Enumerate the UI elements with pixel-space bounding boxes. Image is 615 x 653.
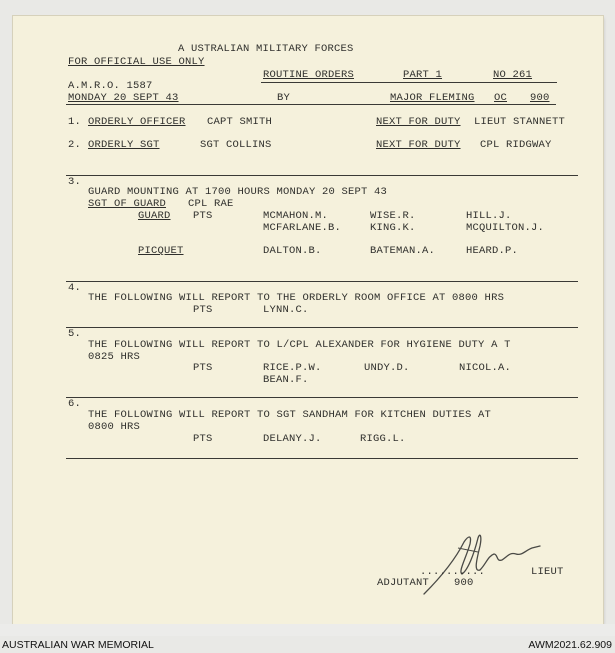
archive-id: AWM2021.62.909 — [528, 639, 612, 651]
amro: A.M.R.O. 1587 — [68, 80, 153, 92]
item6-name: RIGG.L. — [360, 433, 406, 445]
item1-num: 1. — [68, 116, 82, 128]
item4-pts: PTS — [193, 304, 213, 316]
rule-5 — [66, 327, 578, 328]
item6-pts: PTS — [193, 433, 213, 445]
guard-mounting-line: GUARD MOUNTING AT 1700 HOURS MONDAY 20 SEPT 43 — [88, 186, 388, 198]
major-name: MAJOR FLEMING — [390, 92, 475, 104]
item3-num: 3. — [68, 176, 82, 188]
orderly-sgt-label: ORDERLY SGT — [88, 139, 160, 151]
next-duty-label-1: NEXT FOR DUTY — [376, 116, 461, 128]
item4-num: 4. — [68, 282, 82, 294]
guard-name: WISE.R. — [370, 210, 416, 222]
unit-number: 900 — [530, 92, 550, 104]
archive-footer — [0, 636, 615, 653]
guard-pts: PTS — [193, 210, 213, 222]
rule-4 — [66, 281, 578, 282]
item6-num: 6. — [68, 398, 82, 410]
item5-name: NICOL.A. — [459, 362, 512, 374]
item4-name: LYNN.C. — [263, 304, 309, 316]
item4-line: THE FOLLOWING WILL REPORT TO THE ORDERLY ROOM OFFICE AT 0800 HRS — [88, 292, 505, 304]
orderly-sgt-name: SGT COLLINS — [200, 139, 272, 151]
item6-line2: 0800 HRS — [88, 421, 141, 433]
item5-line2: 0825 HRS — [88, 351, 141, 363]
item6-line1: THE FOLLOWING WILL REPORT TO SGT SANDHAM FOR KITCHEN DUTIES AT — [88, 409, 492, 421]
guard-name: MCQUILTON.J. — [466, 222, 545, 234]
next-duty-name-1: LIEUT STANNETT — [474, 116, 566, 128]
signature-dots: .......... — [420, 566, 486, 578]
item5-name: RICE.P.W. — [263, 362, 322, 374]
part-number: PART 1 — [403, 69, 443, 81]
rule-end — [66, 458, 578, 459]
rule-6 — [66, 397, 578, 398]
picquet-label: PICQUET — [138, 245, 184, 257]
guard-name: MCFARLANE.B. — [263, 222, 342, 234]
footer-spacer — [0, 624, 615, 636]
oc-label: OC — [494, 92, 508, 104]
guard-name: MCMAHON.M. — [263, 210, 329, 222]
by-label: BY — [277, 92, 291, 104]
next-duty-name-2: CPL RIDGWAY — [480, 139, 552, 151]
item2-num: 2. — [68, 139, 82, 151]
signoff-rank: LIEUT — [531, 566, 564, 578]
item5-name: UNDY.D. — [364, 362, 410, 374]
guard-label: GUARD — [138, 210, 171, 222]
picquet-name: DALTON.B. — [263, 245, 322, 257]
routine-orders: ROUTINE ORDERS — [263, 69, 355, 81]
signoff-unit: 900 — [454, 577, 474, 589]
org-title: A USTRALIAN MILITARY FORCES — [178, 43, 354, 55]
rule-3 — [66, 175, 578, 176]
signoff-role: ADJUTANT — [377, 577, 430, 589]
next-duty-label-2: NEXT FOR DUTY — [376, 139, 461, 151]
item5-line1: THE FOLLOWING WILL REPORT TO L/CPL ALEXANDER FOR HYGIENE DUTY A T — [88, 339, 511, 351]
order-date: MONDAY 20 SEPT 43 — [68, 92, 179, 104]
header-rule — [261, 82, 557, 83]
item6-name: DELANY.J. — [263, 433, 322, 445]
item5-num: 5. — [68, 328, 82, 340]
sgt-of-guard-name: CPL RAE — [188, 198, 234, 210]
picquet-name: HEARD.P. — [466, 245, 519, 257]
order-number: NO 261 — [493, 69, 533, 81]
date-rule — [66, 104, 556, 105]
item5-pts: PTS — [193, 362, 213, 374]
guard-name: KING.K. — [370, 222, 416, 234]
signature-mark — [418, 528, 548, 598]
orderly-officer-name: CAPT SMITH — [207, 116, 273, 128]
item5-name: BEAN.F. — [263, 374, 309, 386]
sgt-of-guard-label: SGT OF GUARD — [88, 198, 167, 210]
guard-name: HILL.J. — [466, 210, 512, 222]
picquet-name: BATEMAN.A. — [370, 245, 436, 257]
orderly-officer-label: ORDERLY OFFICER — [88, 116, 186, 128]
archive-name: AUSTRALIAN WAR MEMORIAL — [2, 639, 154, 651]
official-use: FOR OFFICIAL USE ONLY — [68, 56, 205, 68]
